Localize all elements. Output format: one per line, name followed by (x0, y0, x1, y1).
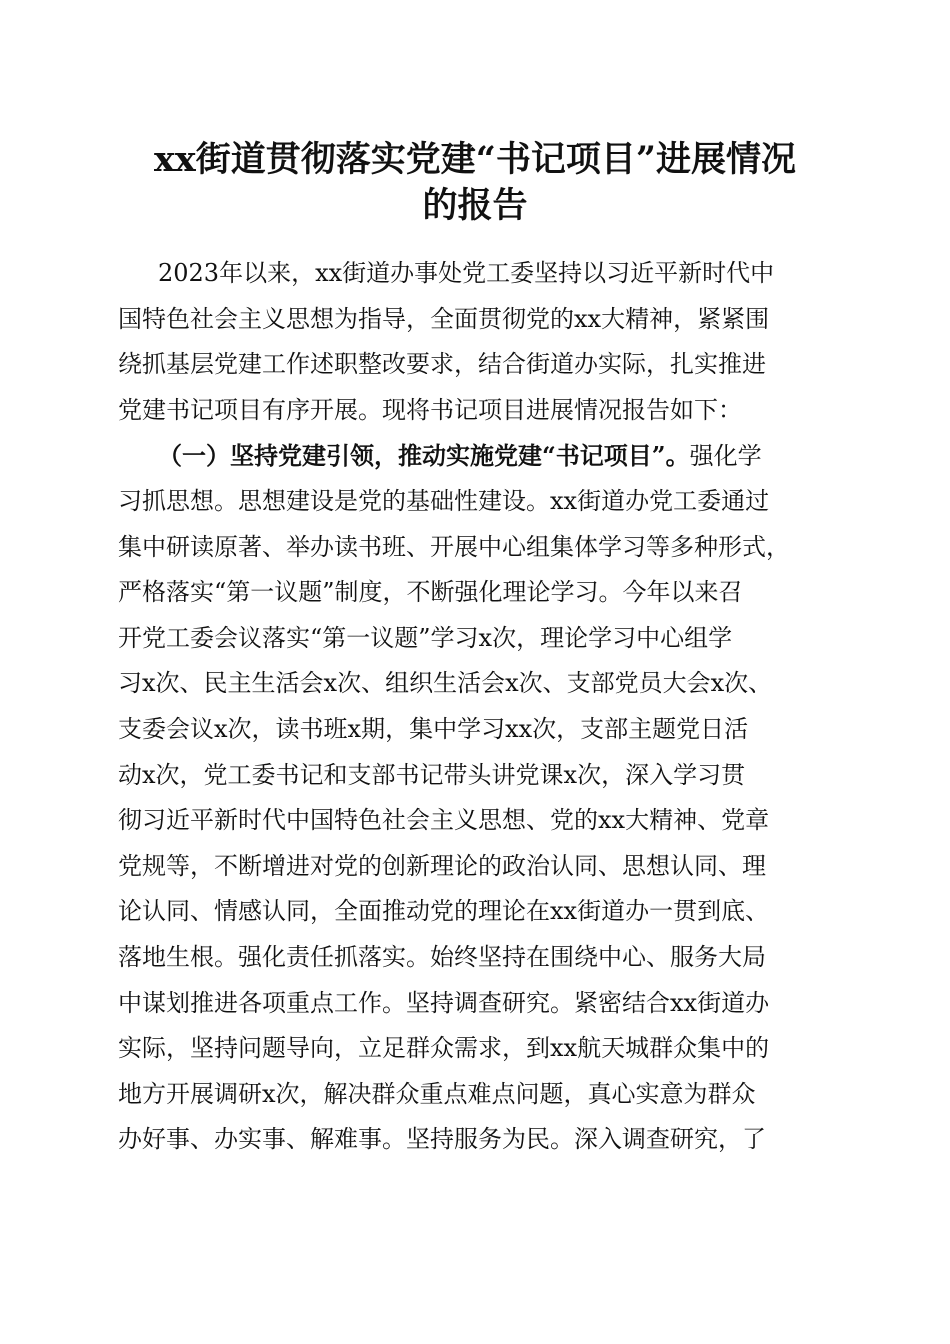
document-title-line-2: 的报告 (422, 185, 528, 226)
paragraph-2-first-line (118, 433, 858, 479)
paragraph-1-line: 绕抓基层党建工作述职整改要求，结合街道办实际，扎实推进 (118, 350, 766, 379)
paragraph-2-line: 习抓思想。思想建设是党的基础性建设。xx街道办党工委通过 (118, 486, 770, 515)
paragraph-1-line: 2023年以来，xx街道办事处党工委坚持以习近平新时代中 (158, 259, 775, 287)
paragraph-2-line: 办好事、办实事、解难事。坚持服务为民。深入调查研究，了 (118, 1125, 766, 1154)
paragraph-2-line: 严格落实“第一议题”制度，不断强化理论学习。今年以来召 (118, 578, 743, 607)
paragraph-2-line: 集中研读原著、举办读书班、开展中心组集体学习等多种形式， (118, 532, 790, 561)
paragraph-2-first-line-tail: 强化学 (689, 442, 762, 471)
paragraph-2-line: 落地生根。强化责任抓落实。始终坚持在围绕中心、服务大局 (118, 942, 766, 971)
paragraph-2-line: 习x次、民主生活会x次、组织生活会x次、支部党员大会x次、 (118, 669, 773, 698)
paragraph-2-line: 中谋划推进各项重点工作。坚持调查研究。紧密结合xx街道办 (118, 988, 770, 1017)
paragraph-2-line: 彻习近平新时代中国特色社会主义思想、党的xx大精神、党章 (118, 806, 770, 835)
document-title-line-1: xx街道贯彻落实党建“书记项目”进展情况 (154, 139, 796, 180)
paragraph-1-line: 党建书记项目有序开展。现将书记项目进展情况报告如下： (118, 395, 742, 424)
section-heading: （一）坚持党建引领，推动实施党建“书记项目”。 (158, 441, 690, 471)
paragraph-1-line: 国特色社会主义思想为指导，全面贯彻党的xx大精神，紧紧围 (118, 304, 770, 333)
paragraph-2-line: 支委会议x次，读书班x期，集中学习xx次，支部主题党日活 (118, 714, 749, 743)
paragraph-2-line: 开党工委会议落实“第一议题”学习x次，理论学习中心组学 (118, 623, 733, 652)
paragraph-2-line: 论认同、情感认同，全面推动党的理论在xx街道办一贯到底、 (118, 897, 770, 926)
document-body (118, 251, 858, 1163)
paragraph-2-line: 动x次，党工委书记和支部书记带头讲党课x次，深入学习贯 (118, 760, 746, 789)
paragraph-2-line: 实际，坚持问题导向，立足群众需求，到xx航天城群众集中的 (118, 1034, 770, 1063)
paragraph-2-line: 党规等，不断增进对党的创新理论的政治认同、思想认同、理 (118, 851, 766, 880)
paragraph-2-line: 地方开展调研x次，解决群众重点难点问题，真心实意为群众 (118, 1079, 756, 1108)
